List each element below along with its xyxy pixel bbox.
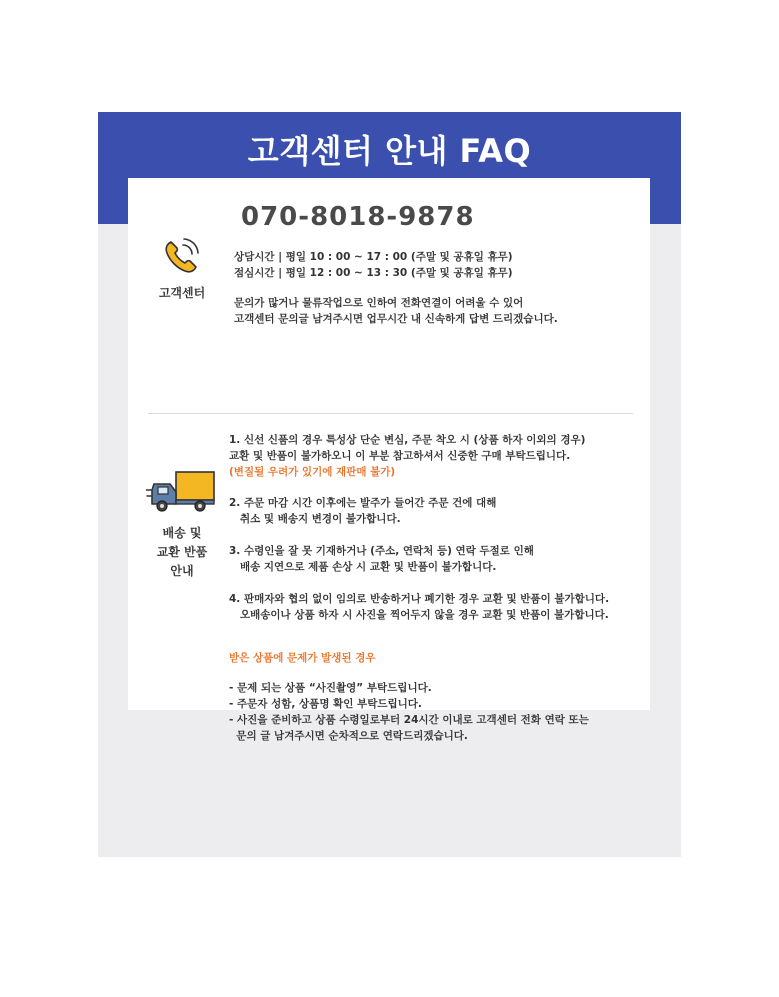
problem-heading: 받은 상품에 문제가 발생된 경우 bbox=[229, 652, 376, 664]
faq-card bbox=[128, 178, 650, 742]
policy-item-1: 1. 신선 신품의 경우 특성상 단순 변심, 주문 착오 시 (상품 하자 이외의 경우) bbox=[229, 434, 586, 446]
section-divider bbox=[148, 413, 633, 414]
delivery-truck-icon bbox=[146, 468, 218, 516]
shipping-label-line: 교환 반품 bbox=[156, 545, 208, 559]
notice-line: 고객센터 문의글 남겨주시면 업무시간 내 신속하게 답변 드리겠습니다. bbox=[234, 313, 558, 325]
page-title: 고객센터 안내 FAQ bbox=[247, 132, 532, 170]
policy-warning: (변질될 우려가 있기에 재판매 불가) bbox=[229, 466, 396, 478]
problem-item: - 주문자 성함, 상품명 확인 부탁드립니다. bbox=[229, 698, 422, 710]
problem-item: - 문제 되는 상품 “사진촬영” 부탁드립니다. bbox=[229, 682, 432, 694]
shipping-label bbox=[142, 524, 222, 581]
policy-item-4: 4. 판매자와 협의 없이 임의로 반송하거나 폐기한 경우 교환 및 반품이 불가합니다. bbox=[229, 593, 610, 605]
policy-item-2: 취소 및 배송지 변경이 불가합니다. bbox=[229, 513, 401, 525]
policy-item-1: 교환 및 반품이 불가하오니 이 부분 참고하셔서 신중한 구매 부탁드립니다. bbox=[229, 450, 571, 462]
hours-line: 상담시간 | 평일 10 : 00 ~ 17 : 00 (주말 및 공휴일 휴무) bbox=[234, 251, 513, 263]
policy-item-2: 2. 주문 마감 시간 이후에는 발주가 들어간 주문 건에 대해 bbox=[229, 497, 497, 509]
problem-item: 문의 글 남겨주시면 순차적으로 연락드리겠습니다. bbox=[229, 730, 468, 742]
problem-item: - 사진을 준비하고 상품 수령일로부터 24시간 이내로 고객센터 전화 연락 또는 bbox=[229, 714, 589, 726]
policy-item-4: 오배송이나 상품 하자 시 사진을 찍어두지 않을 경우 교환 및 반품이 불가합니다. bbox=[229, 609, 609, 621]
shipping-label-line: 배송 및 bbox=[162, 526, 202, 540]
hours-line: 점심시간 | 평일 12 : 00 ~ 13 : 30 (주말 및 공휴일 휴무) bbox=[234, 267, 513, 279]
shipping-label-line: 안내 bbox=[170, 564, 194, 578]
faq-panel bbox=[98, 112, 681, 857]
phone-ringing-icon bbox=[160, 234, 204, 278]
policy-item-3: 배송 지연으로 제품 손상 시 교환 및 반품이 불가합니다. bbox=[229, 561, 497, 573]
phone-number: 070-8018-9878 bbox=[241, 202, 475, 232]
policy-item-3: 3. 수령인을 잘 못 기재하거나 (주소, 연락처 등) 연락 두절로 인해 bbox=[229, 545, 534, 557]
contact-label-text: 고객센터 bbox=[158, 286, 206, 300]
contact-label bbox=[150, 284, 214, 303]
notice-line: 문의가 많거나 물류작업으로 인하여 전화연결이 어려울 수 있어 bbox=[234, 297, 524, 309]
